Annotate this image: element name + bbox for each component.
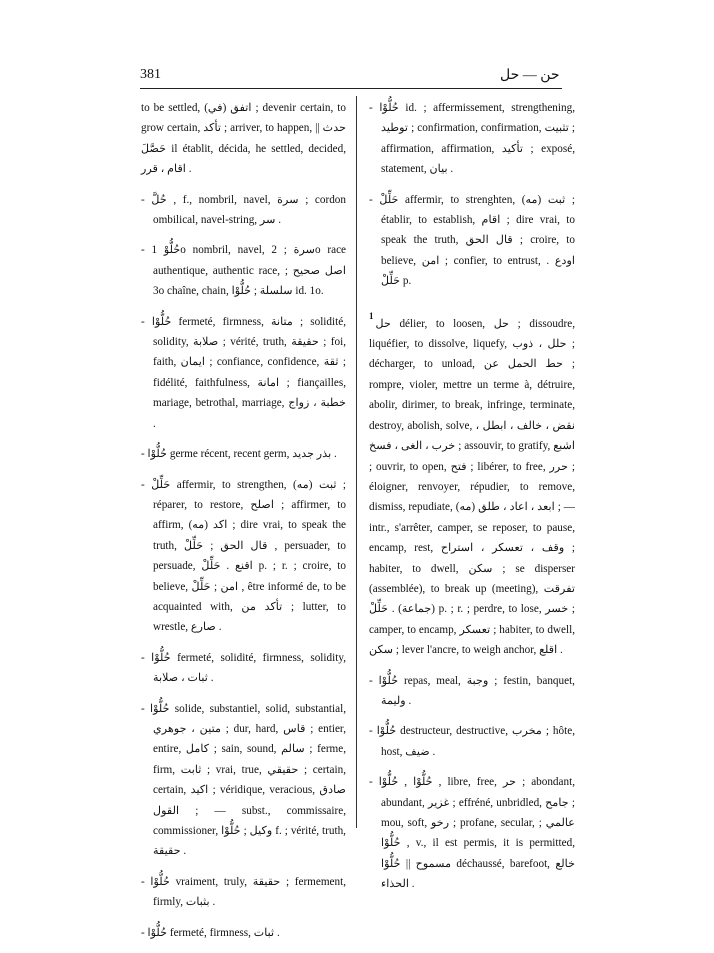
entry-text: - حُلُّوْا id. ; affermissement, strengthening, توطيد ; confirmation, confirmation, تثبيت ; affirmation, affirmation, تأكيد ; exposé, statement, بيان . [369,102,576,176]
dictionary-entry [369,190,575,292]
entry-text: - حُلُّوْا repas, meal, وجبة ; festin, banquet, وليمة . [369,674,575,707]
entry-text: - حُلُّوْ 1o nombril, navel, سرة ; 2o race authentique, authentic race, اصل صحيح ; 3o chaîne, chain, سلسلة ; حُلُّوْا id. 1o. [141,244,347,298]
entry-text: - حُلُّوْا fermeté, solidité, firmness, solidity, ثبات ، صلابة . [141,651,347,685]
page-number: 381 [140,67,161,82]
entry-text: - حُلُّوْا germe récent, recent germ, بذر جديد . [141,448,337,461]
entry-text: - حُلُّوْا fermeté, firmness, متانة ; solidité, solidity, صلابة ; vérité, truth, حقيقة ; foi, faith, ايمان ; confiance, confidence, ثقة ; fidélité, faithfulness, امانة ; fiançailles, mariage, betrothal, marriage, خطبة ، زواج . [141,315,347,430]
dictionary-entry [369,671,575,712]
dictionary-entry [141,699,346,862]
dictionary-entry [141,240,346,301]
entry-text: to be settled, اتفق (في) ; devenir certain, to grow certain, تأكد ; arriver, to happen, حدث || حَصَّلَ il établit, décida, he settled, decided, اقام ، قرر . [141,102,346,176]
running-head: حن — حل [500,68,560,83]
root-entry [369,310,576,661]
dictionary-entry [369,98,575,180]
dictionary-entry [141,648,346,689]
right-column [369,98,575,905]
root-number: 1 [369,310,374,321]
dictionary-entry [369,721,575,762]
dictionary-entry [141,923,346,943]
dictionary-entry [141,98,346,180]
entry-text: - حُلُّوْا destructeur, destructive, مخرب ; hôte, host, ضيف . [369,725,575,758]
entry-text: $^1$حل délier, to loosen, حل ; dissoudre, liquéfier, to dissolve, liquefy, حلل ، ذوب ; décharger, to unload, حط الحمل عن ; rompre, violer, mettre un terme à, détruire, abolir, dirimer, to break, infringe, terminate, destroy, abolish, solve, نقض ، خالف ، ابطل ، خرب ، الغى ، فسخ ; assouvir, to gratify, اشبع ; ouvrir, to open, فتح ; libérer, to free, حرر ; éloigner, renvoyer, répudier, to remove, dismiss, repudiate, ابعد ، اعاد ، طلق (مه) ; — intr., s'arrêter, camper, se reposer, to pause, encamp, rest, وقف ، تعسكر ، استراح ; habiter, to dwell, سكن ; se disperser (assemblée), to break up (meeting), تفرقت (جماعة) . حَلِّلْ p. ; r. ; perdre, to lose, خسر ; camper, to encamp, تعسكر ; habiter, to dwell, سكن ; lever l'ancre, to weigh anchor, اقلع . [369,310,576,657]
dictionary-entry [141,475,346,638]
entry-text: - حُلُّوْا fermeté, firmness, ثبات . [141,926,280,939]
dictionary-entry [141,312,346,434]
dictionary-entry [141,444,346,464]
entry-text: - حُلَّ , f., nombril, navel, سرة ; cordon ombilical, navel-string, سر . [141,193,346,227]
entry-text: - حُلُّوْا solide, substantiel, solid, substantial, متين ، جوهري ; dur, hard, قاس ; entier, entire, كامل ; sain, sound, سالم ; ferme, firm, ثابت ; vrai, true, حقيقي ; certain, certain, اكيد ; véridique, veracious, صادق القول ; — subst., commissaire, commissioner, وكيل ; حُلُّوْا f. ; vérité, truth, حقيقة . [141,702,347,858]
dictionary-entry [369,772,575,894]
dictionary-entry [141,190,346,231]
entry-text: - حُلُّوْا vraiment, truly, حقيقة ; fermement, firmly, بثبات . [141,875,347,909]
dictionary-entry [141,872,346,913]
column-divider [356,96,357,828]
entry-text: - حَلِّلْ affermir, to strengthen, ثبت (مه) ; réparer, to restore, اصلح ; affirmer, to affirm, اكد (مه) ; dire vrai, to speak the truth, قال الحق ; حَلِّلْ , persuader, to persuade, اقنع . حَلِّلْ p. ; r. ; croire, to believe, امن ; حَلِّلْ , être informé de, to be acquainted with, تأكد من ; lutter, to wrestle, صارع . [141,478,347,634]
entry-text: - حُلُّوْا , حُلُّوْا , libre, free, حر ; abondant, abundant, غزير ; effréné, unbridled, جامح ; mou, soft, رخو ; profane, secular, عالمي ; حُلُّوْا , v., il est permis, it is permitted, مسموح || حُلُّوْا déchaussé, barefoot, خالع الحذاء . [369,776,576,891]
left-column [141,98,346,953]
entry-text: - حَلِّلْ affermir, to strenghten, ثبت (مه) ; établir, to establish, اقام ; dire vrai, to speak the truth, قال الحق ; croire, to believe, امن ; confier, to entrust, اودع . حَلِّلْ p. [369,193,576,288]
header-rule [140,88,562,89]
